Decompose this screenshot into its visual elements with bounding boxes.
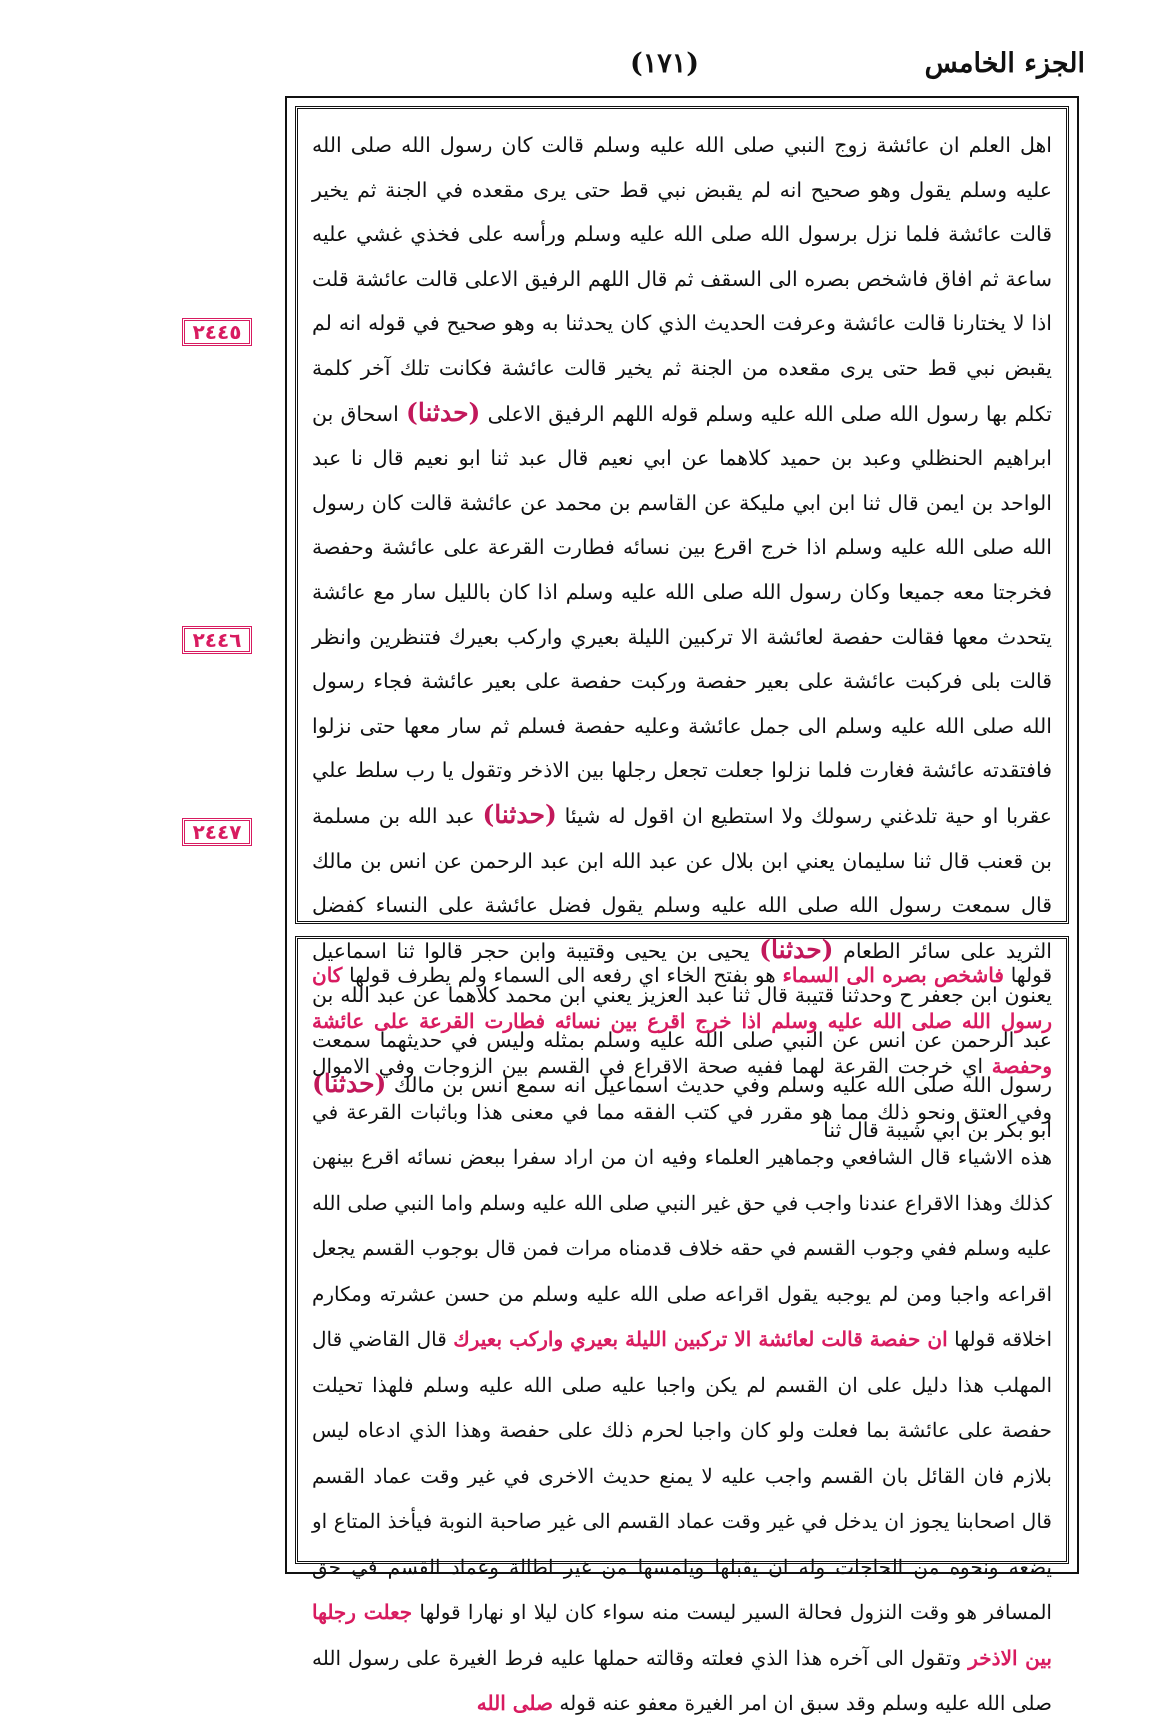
commentary-segment: اي خرجت القرعة لهما ففيه صحة الاقراع في القسم بين الزوجات وفي الاموال وفي العتق ونحو ذلك مما هو مقرر في كتب الفقه مما في معنى هذا وباثبات القرعة في هذه الاشياء قال الشافعي وجماهير العلماء وفيه ان من اراد سفرا ببعض نسائه اقرع بينهن كذلك وهذا الاقراع عندنا واجب في حق غير النبي صلى الله عليه وسلم واما النبي صلى الله عليه وسلم ففي وجوب القسم في حقه خلاف قدمناه مرات فمن قال بوجوب القسم يجعل اقراعه واجبا ومن لم يوجبه يقول اقراعه صلى الله عليه وسلم من حسن عشرته ومكارم اخلاقه قولها (312, 1054, 1053, 1351)
hadith-number-2: ٢٤٤٦ (182, 626, 252, 654)
page-number: (١٧١) (630, 48, 700, 79)
commentary-segment: قولها (1010, 963, 1053, 987)
haddathana-marker: (حدثنا) (759, 934, 834, 964)
haddathana-marker: (حدثنا) (482, 799, 557, 829)
quoted-text: جعلت رجلها بين الاذخر (312, 1600, 1053, 1670)
haddathana-marker: (حدثنا) (406, 397, 481, 427)
quoted-text: فاشخص بصره الى السماء (782, 963, 1004, 987)
page-frame (285, 96, 1079, 1715)
hadith-number-3: ٢٤٤٧ (182, 818, 252, 846)
hadith-paragraph: يحيى بن يحيى وقتيبة وابن حجر قالوا ثنا اسماعيل يعنون ابن جعفر ح وحدثنا قتيبة قال ثنا عبد العزيز يعني ابن محمد كلاهما عن عبد الله بن عبد الرحمن عن انس عن النبي صلى الله عليه وسلم بمثله وليس في حديثهما سمعت رسول الله صلى الله عليه وسلم وفي حديث اسماعيل انه سمع انس بن مالك (312, 938, 1052, 1098)
hadith-paragraph: ابو بكر بن ابي شيبة قال ثنا (823, 1118, 1052, 1143)
commentary-segment: وتقول الى آخره هذا الذي فعلته وقالته حملها عليه فرط الغيرة على رسول الله صلى الله عليه وسلم وقد سبق ان امر الغيرة معفو عنه قوله (312, 1645, 1052, 1715)
hadith-paragraph: اسحاق بن ابراهيم الحنظلي وعبد بن حميد كلاهما عن ابي نعيم قال عبد ثنا ابو نعيم قال نا عبد الواحد بن ايمن قال ثنا ابن ابي مليكة عن القاسم بن محمد عن عائشة قالت كان رسول الله صلى الله عليه وسلم اذا خرج اقرع بين نسائه فطارت القرعة على عائشة وحفصة فخرجتا معه جميعا وكان رسول الله صلى الله عليه وسلم اذا كان بالليل سار مع عائشة يتحدث معها فقالت حفصة لعائشة الا تركبين الليلة بعيري واركب بعيرك فتنظرين وانظر قالت بلى فركبت عائشة على بعير حفصة وركبت حفصة على بعير عائشة فجاء رسول الله صلى الله عليه وسلم الى جمل عائشة وعليه حفصة فسلم ثم سار معها حتى نزلوا فافتقدته عائشة فغارت فلما نزلوا جعلت تجعل رجلها بين الاذخر وتقول يا رب سلط علي عقربا او حية تلدغني رسولك ولا استطيع ان اقول له شيئا (312, 401, 1052, 828)
hadith-number-1: ٢٤٤٥ (182, 318, 252, 346)
page-header (285, 48, 1085, 92)
hadith-paragraph: اهل العلم ان عائشة زوج النبي صلى الله عليه وسلم قالت كان رسول الله صلى الله عليه وسلم يقول وهو صحيح انه لم يقبض نبي قط حتى يرى مقعده في الجنة ثم يخير قالت عائشة فلما نزل برسول الله صلى الله عليه وسلم ورأسه على فخذي غشي عليه ساعة ثم افاق فاشخص بصره الى السقف ثم قال اللهم الرفيق الاعلى قالت عائشة قلت اذا لا يختارنا قالت عائشة وعرفت الحديث الذي كان يحدثنا به وهو صحيح في قوله انه لم يقبض نبي قط حتى يرى مقعده من الجنة ثم يخير قالت عائشة فكانت تلك آخر كلمة تكلم بها رسول الله صلى الله عليه وسلم قوله اللهم الرفيق الاعلى (312, 133, 1052, 426)
haddathana-marker: (حدثنا) (312, 1069, 387, 1099)
quoted-text: صلى الله (476, 1691, 553, 1715)
hadith-paragraph: عبد الله بن مسلمة بن قعنب قال ثنا سليمان يعني ابن بلال عن عبد الله ابن عبد الرحمن عن انس بن مالك قال سمعت رسول الله صلى الله عليه وسلم يقول فضل عائشة على النساء كفضل الثريد على سائر الطعام (312, 803, 1052, 963)
commentary-box (295, 936, 1069, 1715)
part-title: الجزء الخامس (924, 48, 1085, 79)
commentary-text (312, 953, 1052, 1727)
commentary-segment: قال القاضي قال المهلب هذا دليل على ان القسم لم يكن واجبا عليه صلى الله عليه وسلم فلهذا تحيلت حفصة على عائشة بما فعلت ولو كان واجبا لحرم ذلك على حفصة وهذا الذي ادعاه ليس بلازم فان القائل بان القسم واجب عليه لا يمنع حديث الاخرى في غير وقت عماد القسم قال اصحابنا يجوز ان يدخل في غير وقت عماد القسم الى غير صاحبة النوبة فيأخذ المتاع او يضعه ونحوه من الحاجات وله ان يقبلها ويلمسها من غير اطالة وعماد القسم في حق المسافر هو وقت النزول فحالة السير ليست منه سواء كان ليلا او نهارا قولها (312, 1327, 1052, 1624)
quoted-text: ان حفصة قالت لعائشة الا تركبين الليلة بعيري واركب بعيرك (453, 1327, 948, 1351)
commentary-segment: هو بفتح الخاء اي رفعه الى السماء ولم يطرف قولها (349, 963, 776, 987)
quoted-text: كان رسول الله صلى الله عليه وسلم اذا خرج اقرع بين نسائه فطارت القرعة على عائشة وحفصة (312, 963, 1052, 1078)
